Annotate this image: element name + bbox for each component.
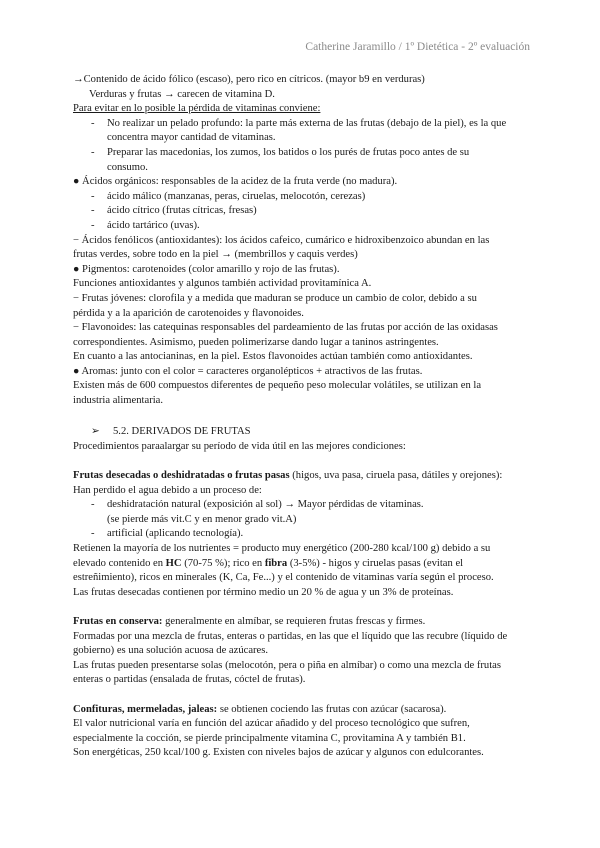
carbs-percent-text: (70-75 %); rico en: [181, 557, 265, 569]
prepare-advice-line: - Preparar las macedonias, los zumos, los batidos o los purés de frutas poco antes de su: [73, 146, 535, 161]
water-protein-line: Las frutas desecadas contienen por término medio un 20 % de agua y un 3% de proteínas.: [73, 586, 454, 598]
phenolic-acids-line: − Ácidos fenólicos (antioxidantes): los ácidos cafeico, cumárico e hidroxibenzoico abundan en las: [73, 234, 490, 246]
canned-mixture-cont: gobierno) es una solución acuosa de azúcares.: [73, 645, 269, 657]
document-body: [73, 73, 535, 761]
canned-fruits-title: Frutas en conserva:: [73, 615, 163, 627]
page-header: Catherine Jaramillo / 1º Dietética - 2º evaluación: [305, 41, 530, 53]
malic-acid-item: - ácido málico (manzanas, peras, ciruelas, melocotón, cerezas): [73, 190, 535, 205]
jams-value-line: El valor nutricional varía en función del azúcar añadido y del proceso tecnológico que sufren,: [73, 718, 470, 730]
carbs-fibre-line: [73, 557, 535, 572]
artificial-dehydration-item: - artificial (aplicando tecnología).: [73, 527, 535, 542]
carbs-text: elevado contenido en: [73, 557, 166, 569]
dried-fruits-process: Han perdido el agua debido a un proceso de:: [73, 484, 262, 496]
section-intro: Procedimientos paraalargar su período de vida útil en las mejores condiciones:: [73, 440, 406, 452]
dried-fruits-title: Frutas desecadas o deshidratadas o frutas pasas: [73, 470, 290, 482]
organic-acids-line: ● Ácidos orgánicos: responsables de la acidez de la fruta verde (no madura).: [73, 176, 398, 188]
natural-dehydration-item: - deshidratación natural (exposición al sol) → Mayor pérdidas de vitaminas.: [73, 498, 535, 513]
anthocyanins-line: En cuanto a las antocianinas, en la piel. Estos flavonoides actúan también como antioxidantes.: [73, 351, 473, 363]
canned-fruits-heading: [73, 615, 535, 630]
jams-title: Confituras, mermeladas, jaleas:: [73, 703, 218, 715]
canned-mixture-line: Formadas por una mezcla de frutas, enteras o partidas, en las que el líquido que las recubre (líquido de: [73, 630, 508, 642]
section-arrow-icon: ➢: [91, 426, 100, 438]
flavonoids-cont: correspondientes. Asimismo, pueden polimerizarse dando lugar a taninos astringentes.: [73, 336, 439, 348]
jams-heading: [73, 703, 535, 718]
volatile-compounds-line: Existen más de 600 compuestos diferentes de pequeño peso molecular volátiles, se utilizan en la: [73, 380, 482, 392]
peel-advice-line: - No realizar un pelado profundo: la parte más externa de las frutas (debajo de la piel), es la que: [73, 117, 535, 132]
canned-presentation-cont: enteras o partidas (ensalada de frutas, cóctel de frutas).: [73, 674, 306, 686]
tartaric-acid-item: - ácido tartárico (uvas).: [73, 219, 535, 234]
minerals-line: estreñimiento), ricos en minerales (K, Ca, Fe...) y el contenido de vitaminas varía según el proceso.: [73, 572, 494, 584]
jams-energy-line: Son energéticas, 250 kcal/100 g. Existen con niveles bajos de azúcar y algunos con edulcorantes.: [73, 747, 484, 759]
fibre-percent-text: (3-5%) - higos y ciruelas pasas (evitan el: [287, 557, 464, 569]
folic-acid-line: →Contenido de ácido fólico (escaso), pero rico en cítricos. (mayor b9 en verduras): [73, 74, 425, 85]
canned-presentation-line: Las frutas pueden presentarse solas (melocotón, pera o piña en almíbar) o como una mezcla de frutas: [73, 659, 501, 671]
dried-fruits-heading: [73, 469, 535, 484]
hc-label: HC: [165, 557, 182, 569]
dried-fruits-examples: (higos, uva pasa, ciruela pasa, dátiles y orejones):: [289, 470, 503, 482]
antioxidant-line: Funciones antioxidantes y algunos también actividad provitamínica A.: [73, 278, 372, 290]
phenolic-acids-cont: frutas verdes, sobre todo en la piel → (membrillos y caquis verdes): [73, 249, 358, 261]
young-fruits-cont: pérdida y a la aparición de carotenoides y flavonoides.: [73, 307, 304, 319]
peel-advice-cont: concentra mayor cantidad de vitaminas.: [107, 132, 276, 144]
pigments-line: ● Pigmentos: carotenoides (color amarillo y rojo de las frutas).: [73, 263, 340, 275]
vitamin-d-line: Verduras y frutas → carecen de vitamina D.: [89, 88, 275, 100]
citric-acid-item: - ácido cítrico (frutas cítricas, fresas): [73, 204, 535, 219]
young-fruits-line: − Frutas jóvenes: clorofila y a medida que maduran se produce un cambio de color, debido a su: [73, 292, 477, 304]
flavonoids-line: − Flavonoides: las catequinas responsables del pardeamiento de las frutas por acción de las oxidasas: [73, 322, 498, 334]
prepare-advice-cont: consumo.: [107, 161, 148, 173]
section-heading: [73, 425, 535, 440]
aromas-line: ● Aromas: junto con el color = caracteres organolépticos + atractivos de las frutas.: [73, 365, 423, 377]
jams-desc: se obtienen cociendo las frutas con azúcar (sacarosa).: [217, 703, 447, 715]
vitamin-loss-heading: Para evitar en lo posible la pérdida de vitaminas conviene:: [73, 103, 321, 115]
volatile-compounds-cont: industria alimentaria.: [73, 395, 164, 407]
natural-dehydration-note: (se pierde más vit.C y en menor grado vit.A): [107, 513, 297, 525]
nutrients-line: Retienen la mayoría de los nutrientes = producto muy energético (200-280 kcal/100 g) debido a su: [73, 543, 491, 554]
section-title: 5.2. DERIVADOS DE FRUTAS: [113, 426, 251, 438]
jams-cooking-line: especialmente la cocción, se pierde principalmente vitamina C, provitamina A y también B1.: [73, 732, 466, 744]
fibre-label: fibra: [264, 557, 288, 569]
canned-fruits-desc: generalmente en almíbar, se requieren frutas frescas y firmes.: [162, 615, 426, 627]
